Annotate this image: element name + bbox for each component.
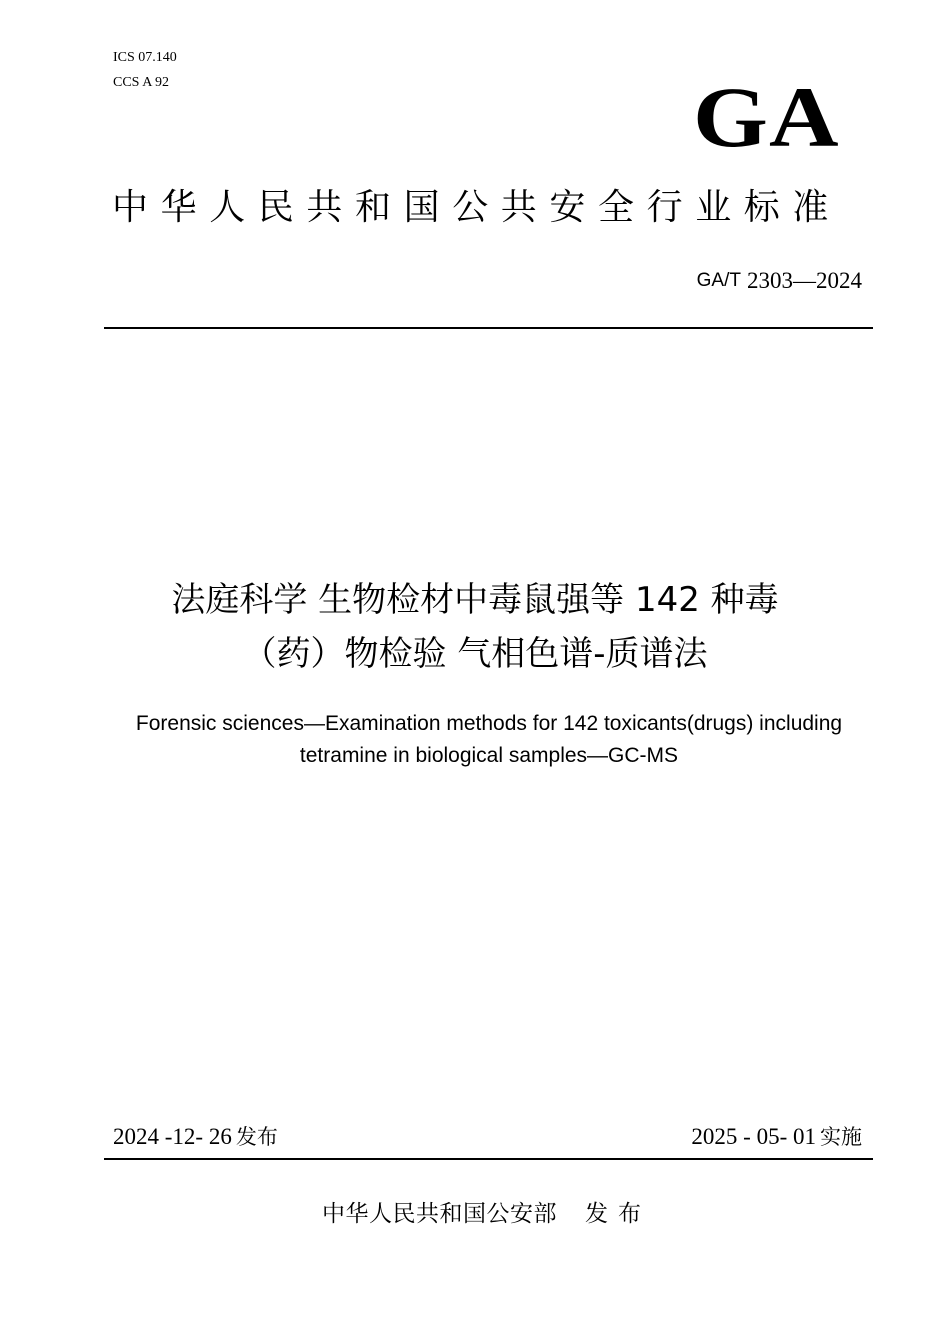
issuer-block [322, 1198, 651, 1232]
issue-date-block [113, 1122, 278, 1154]
issue-label: 发布 [235, 1125, 278, 1149]
implement-date: 2025 - 05- 01 [691, 1124, 816, 1149]
issued-label: 发布 [585, 1201, 651, 1227]
standard-code: 2303—2024 [747, 268, 862, 293]
issue-date: 2024 -12- 26 [113, 1124, 232, 1149]
bottom-divider [104, 1158, 873, 1160]
ga-logo: GA [693, 69, 840, 165]
standard-category-title: 中华人民共和国公共安全行业标准 [112, 187, 842, 228]
standard-number [697, 266, 862, 298]
english-title-line-2: tetramine in biological samples—GC-MS [299, 744, 679, 767]
chinese-title-line-2: （药）物检验 气相色谱-质谱法 [242, 634, 708, 674]
implement-label: 实施 [820, 1125, 862, 1149]
implement-date-block [691, 1122, 862, 1154]
issuing-authority: 中华人民共和国公安部 [322, 1201, 557, 1227]
english-title-line-1: Forensic sciences—Examination methods for 142 toxicants(drugs) including [135, 712, 843, 735]
ccs-code: CCS A 92 [113, 75, 170, 90]
chinese-title-line-1: 法庭科学 生物检材中毒鼠强等 142 种毒 [171, 580, 779, 620]
standard-prefix: GA/T [696, 270, 741, 291]
top-divider [104, 327, 873, 329]
ics-code: ICS 07.140 [113, 50, 177, 65]
